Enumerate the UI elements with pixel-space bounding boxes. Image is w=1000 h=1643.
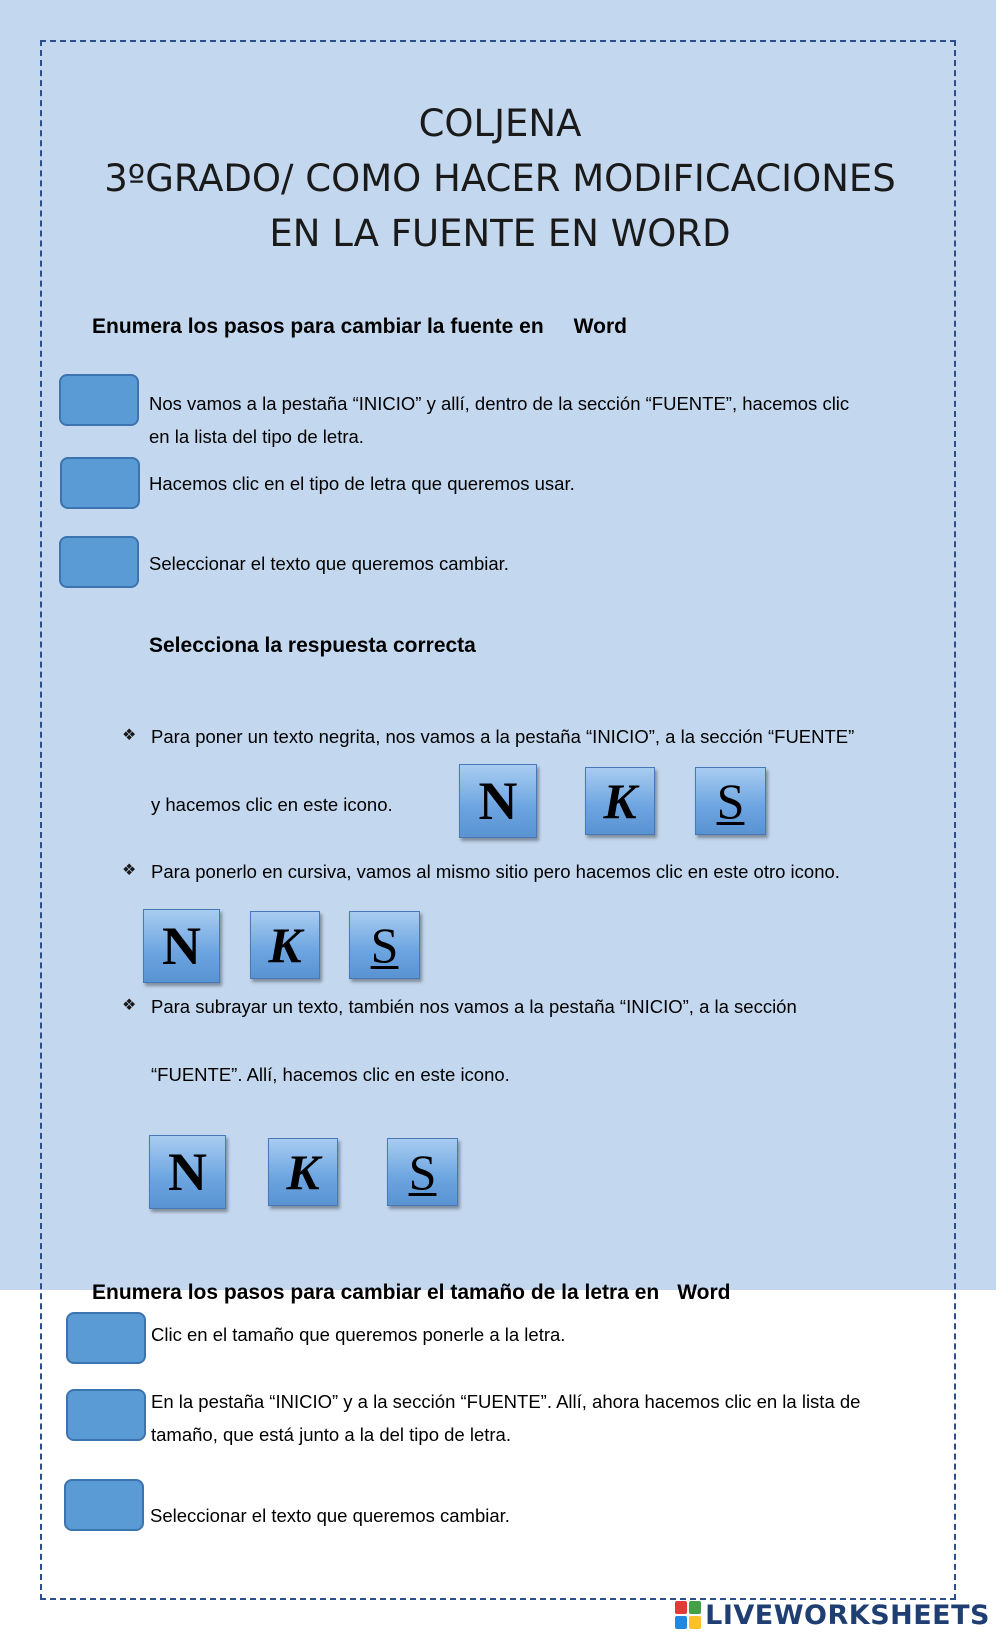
- bullet-icon: ❖: [122, 997, 137, 1014]
- q1-underline-button[interactable]: S: [695, 767, 766, 835]
- liveworksheets-logo-icon: [675, 1601, 701, 1629]
- answer-box-s3-3[interactable]: [64, 1479, 144, 1531]
- answer-box-s1-2[interactable]: [60, 457, 140, 509]
- brand-name: LIVEWORKSHEETS: [705, 1599, 990, 1631]
- bullet-icon: ❖: [122, 727, 137, 744]
- section3-heading: Enumera los pasos para cambiar el tamaño de la letra en Word: [92, 1281, 731, 1304]
- q3-bold-button[interactable]: N: [149, 1135, 226, 1209]
- q2-bold-button[interactable]: N: [143, 909, 220, 983]
- s1-step-1: Nos vamos a la pestaña “INICIO” y allí, dentro de la sección “FUENTE”, hacemos clic en la lista del tipo de letra.: [149, 393, 850, 447]
- title-line-1: COLJENA: [418, 102, 582, 145]
- question-1-line-1: Para poner un texto negrita, nos vamos a la pestaña “INICIO”, a la sección “FUENTE”: [151, 726, 855, 747]
- liveworksheets-logo: [675, 1598, 990, 1632]
- answer-box-s1-3[interactable]: [59, 536, 139, 588]
- q2-italic-button[interactable]: K: [250, 911, 320, 979]
- section1-heading: Enumera los pasos para cambiar la fuente en Word: [92, 315, 627, 338]
- answer-box-s3-2[interactable]: [66, 1389, 146, 1441]
- s3-step-1: Clic en el tamaño que queremos ponerle a la letra.: [151, 1324, 566, 1345]
- answer-box-s3-1[interactable]: [66, 1312, 146, 1364]
- s1-step-3: Seleccionar el texto que queremos cambiar.: [149, 553, 509, 574]
- answer-box-s1-1[interactable]: [59, 374, 139, 426]
- question-3-line-2: “FUENTE”. Allí, hacemos clic en este icono.: [151, 1064, 510, 1085]
- q1-italic-button[interactable]: K: [585, 767, 655, 835]
- section1-heading-word: Word: [573, 315, 627, 338]
- title-line-2: 3ºGRADO/ COMO HACER MODIFICACIONES: [104, 157, 896, 200]
- q2-underline-button[interactable]: S: [349, 911, 420, 979]
- s3-step-3: Seleccionar el texto que queremos cambiar.: [150, 1505, 510, 1526]
- q1-bold-button[interactable]: N: [459, 764, 537, 838]
- bullet-icon: ❖: [122, 862, 137, 879]
- s1-step-2: Hacemos clic en el tipo de letra que queremos usar.: [149, 473, 575, 494]
- section2-heading: Selecciona la respuesta correcta: [149, 634, 476, 657]
- q3-underline-button[interactable]: S: [387, 1138, 458, 1206]
- q3-italic-button[interactable]: K: [268, 1138, 338, 1206]
- title-line-3: EN LA FUENTE EN WORD: [269, 212, 731, 255]
- s3-step-2: En la pestaña “INICIO” y a la sección “FUENTE”. Allí, ahora hacemos clic en la lista de tamaño, que está junto a la del tipo de letra.: [151, 1391, 861, 1445]
- question-3-line-1: Para subrayar un texto, también nos vamos a la pestaña “INICIO”, a la sección: [151, 996, 797, 1017]
- question-1-line-2: y hacemos clic en este icono.: [151, 794, 393, 815]
- page-title: [0, 96, 1000, 261]
- question-2-line-1: Para ponerlo en cursiva, vamos al mismo sitio pero hacemos clic en este otro icono.: [151, 861, 840, 882]
- section3-heading-word: Word: [677, 1281, 731, 1304]
